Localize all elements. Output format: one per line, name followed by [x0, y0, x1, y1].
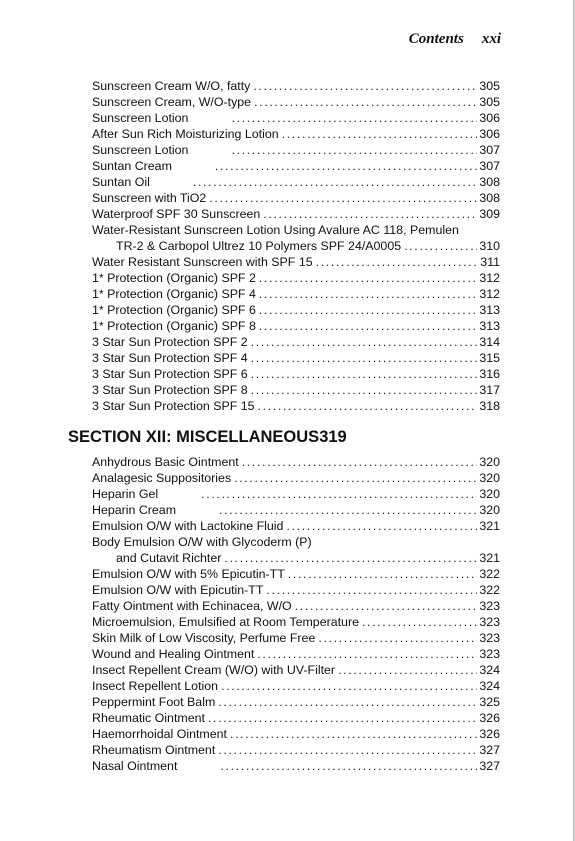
toc-entry-page: 318 [479, 399, 500, 413]
toc-entry-title: After Sun Rich Moisturizing Lotion [92, 127, 279, 141]
toc-entry-title: Sunscreen Lotion [92, 143, 189, 157]
dot-leader [286, 518, 477, 534]
dot-leader [234, 470, 477, 486]
toc-entry [92, 94, 500, 110]
toc-entry [92, 270, 500, 286]
toc-entry-title: 3 Star Sun Protection SPF 4 [92, 351, 248, 365]
toc-entry [92, 454, 500, 470]
dot-leader [231, 110, 477, 126]
toc-entry-page: 325 [479, 695, 500, 709]
dot-leader [251, 382, 478, 398]
dot-leader [288, 566, 478, 582]
toc-entry-page: 306 [479, 127, 500, 141]
toc-entry-title: Analagesic Suppositories [92, 471, 232, 485]
toc-entry-multiline [92, 238, 500, 254]
toc-entry-multiline-line1: Water-Resistant Sunscreen Lotion Using Avalure AC 118, Pemulen [92, 223, 459, 237]
toc-entry [92, 286, 500, 302]
toc-entry-title: Fatty Ointment with Echinacea, W/O [92, 599, 292, 613]
toc-entry-title: Water Resistant Sunscreen with SPF 15 [92, 255, 313, 269]
dot-leader [266, 582, 477, 598]
toc-entry [92, 366, 500, 382]
toc-entry-page: 321 [479, 551, 500, 565]
toc-group-misc-2 [92, 566, 500, 774]
toc-entry-page: 324 [479, 679, 500, 693]
toc-entry-title: Peppermint Foot Balm [92, 695, 216, 709]
toc-entry [92, 398, 500, 414]
dot-leader [282, 126, 478, 142]
toc-entry-multiline [92, 550, 500, 566]
dot-leader [201, 486, 477, 502]
toc-entry-title: Sunscreen Cream W/O, fatty [92, 79, 251, 93]
toc-entry-page: 306 [479, 111, 500, 125]
toc-entry [92, 142, 500, 158]
dot-leader [251, 350, 478, 366]
toc-entry-page: 312 [479, 287, 500, 301]
toc-entry-title: 3 Star Sun Protection SPF 6 [92, 367, 248, 381]
dot-leader [209, 190, 477, 206]
dot-leader [404, 238, 477, 254]
toc-entry [92, 206, 500, 222]
toc-entry-page: 316 [479, 367, 500, 381]
toc-entry-title: Skin Milk of Low Viscosity, Perfume Free [92, 631, 316, 645]
toc-entry-page: 317 [479, 383, 500, 397]
toc-entry [92, 614, 500, 630]
toc-entry-title: 3 Star Sun Protection SPF 8 [92, 383, 248, 397]
toc-entry [92, 646, 500, 662]
dot-leader [295, 598, 478, 614]
dot-leader [251, 366, 478, 382]
page-folio: xxi [481, 31, 501, 47]
section-heading [68, 426, 505, 448]
dot-leader [254, 94, 477, 110]
toc-entry-title: Heparin Cream [92, 503, 177, 517]
toc-entry-page: 324 [479, 663, 500, 677]
toc-entry-title: Waterproof SPF 30 Sunscreen [92, 207, 261, 221]
toc-entry-page: 326 [479, 711, 500, 725]
toc-entry-title: Anhydrous Basic Ointment [92, 455, 239, 469]
toc-entry-page: 313 [479, 303, 500, 317]
dot-leader [193, 174, 477, 190]
toc-entry-title: 1* Protection (Organic) SPF 4 [92, 287, 256, 301]
toc-entry [92, 254, 500, 270]
toc-entry-title: Sunscreen with TiO2 [92, 191, 207, 205]
toc-entry-title: 1* Protection (Organic) SPF 8 [92, 319, 256, 333]
toc-entry [92, 110, 500, 126]
toc-entry-title: 1* Protection (Organic) SPF 2 [92, 271, 256, 285]
toc-group-protection [92, 254, 500, 414]
dot-leader [263, 206, 477, 222]
toc-entry [92, 758, 500, 774]
toc-entry-title: 3 Star Sun Protection SPF 15 [92, 399, 255, 413]
toc-entry-page: 313 [479, 319, 500, 333]
dot-leader [253, 78, 477, 94]
toc-entry-page: 305 [479, 79, 500, 93]
toc-entry-title: Rheumatism Ointment [92, 743, 216, 757]
dot-leader [251, 334, 478, 350]
toc-entry-title: Suntan Cream [92, 159, 172, 173]
toc-entry [92, 518, 500, 534]
toc-entry-page: 323 [479, 631, 500, 645]
toc-entry [92, 334, 500, 350]
dot-leader [258, 398, 478, 414]
toc-entry-page: 314 [479, 335, 500, 349]
toc-entry-page: 305 [479, 95, 500, 109]
toc-entry-page: 326 [479, 727, 500, 741]
toc-entry-page: 320 [479, 455, 500, 469]
toc-entry [92, 470, 500, 486]
toc-entry [92, 158, 500, 174]
toc-entry-page: 315 [479, 351, 500, 365]
dot-leader [338, 662, 477, 678]
toc-entry-page: 311 [480, 255, 500, 269]
toc-entry-title: Microemulsion, Emulsified at Room Temperature [92, 615, 359, 629]
toc-group-misc-1 [92, 454, 500, 534]
dot-leader [242, 454, 478, 470]
toc-entry [92, 350, 500, 366]
dot-leader [218, 694, 477, 710]
toc-entry-title: 1* Protection (Organic) SPF 6 [92, 303, 256, 317]
toc-entry [92, 174, 500, 190]
toc-entry [92, 126, 500, 142]
toc-entry-title: Suntan Oil [92, 175, 150, 189]
toc-entry-title: and Cutavit Richter [116, 551, 222, 565]
toc-entry-page: 320 [479, 471, 500, 485]
dot-leader [215, 158, 477, 174]
dot-leader [362, 614, 477, 630]
toc-entry-title: Rheumatic Ointment [92, 711, 205, 725]
toc-entry-page: 320 [479, 487, 500, 501]
toc-entry [92, 662, 500, 678]
toc-entry [92, 382, 500, 398]
toc-entry [92, 566, 500, 582]
dot-leader [224, 550, 477, 566]
toc-entry-title: Emulsion O/W with 5% Epicutin-TT [92, 567, 285, 581]
toc-entry-page: 321 [479, 519, 500, 533]
toc-entry-page: 327 [479, 743, 500, 757]
running-head [409, 31, 501, 48]
toc-entry [92, 486, 500, 502]
toc-entry-title: Sunscreen Lotion [92, 111, 189, 125]
toc-entry-page: 323 [479, 615, 500, 629]
toc-entry [92, 502, 500, 518]
dot-leader [259, 318, 477, 334]
dot-leader [230, 726, 477, 742]
toc-entry [92, 582, 500, 598]
toc-entry [92, 678, 500, 694]
toc-entry-page: 308 [479, 175, 500, 189]
toc-entry-page: 309 [479, 207, 500, 221]
dot-leader [219, 502, 477, 518]
dot-leader [220, 758, 477, 774]
toc-entry-title: Insect Repellent Cream (W/O) with UV-Filter [92, 663, 336, 677]
toc-entry-title: 3 Star Sun Protection SPF 2 [92, 335, 248, 349]
toc-entry [92, 710, 500, 726]
toc-entry-page: 322 [479, 583, 500, 597]
toc-entry-title: Emulsion O/W with Epicutin-TT [92, 583, 264, 597]
toc-entry [92, 78, 500, 94]
toc-entry-multiline-line1: Body Emulsion O/W with Glycoderm (P) [92, 535, 312, 549]
toc-entry-page: 308 [479, 191, 500, 205]
toc-group-sunscreens [92, 78, 500, 222]
dot-leader [259, 302, 477, 318]
dot-leader [257, 646, 477, 662]
toc-entry-page: 323 [479, 647, 500, 661]
toc-entry-title: Haemorrhoidal Ointment [92, 727, 227, 741]
dot-leader [221, 678, 477, 694]
toc-entry [92, 630, 500, 646]
toc-entry [92, 726, 500, 742]
running-head-label: Contents [408, 31, 464, 47]
toc-entry-page: 307 [479, 159, 500, 173]
toc-entry-page: 327 [479, 759, 500, 773]
toc-entry-title: TR-2 & Carbopol Ultrez 10 Polymers SPF 24/A0005 [116, 239, 402, 253]
toc-entry-page: 307 [479, 143, 500, 157]
toc-entry [92, 302, 500, 318]
table-of-contents [68, 78, 500, 774]
dot-leader [208, 710, 477, 726]
toc-entry [92, 694, 500, 710]
toc-entry-page: 322 [479, 567, 500, 581]
toc-entry-title: Emulsion O/W with Lactokine Fluid [92, 519, 284, 533]
toc-entry-title: Heparin Gel [92, 487, 159, 501]
dot-leader [316, 254, 479, 270]
toc-entry [92, 318, 500, 334]
toc-entry-page: 310 [479, 239, 500, 253]
toc-entry-page: 323 [479, 599, 500, 613]
toc-entry-title: Nasal Ointment [92, 759, 178, 773]
toc-entry-title: Sunscreen Cream, W/O-type [92, 95, 252, 109]
toc-entry-page: 312 [479, 271, 500, 285]
toc-entry-page: 320 [479, 503, 500, 517]
dot-leader [231, 142, 477, 158]
toc-entry [92, 742, 500, 758]
toc-entry-title: Insect Repellent Lotion [92, 679, 219, 693]
section-title: SECTION XII: MISCELLANEOUS [68, 428, 320, 446]
dot-leader [259, 270, 477, 286]
toc-entry [92, 190, 500, 206]
dot-leader [259, 286, 477, 302]
toc-entry-title: Wound and Healing Ointment [92, 647, 255, 661]
toc-entry [92, 598, 500, 614]
dot-leader [218, 742, 477, 758]
dot-leader [318, 630, 477, 646]
section-page: 319 [319, 428, 347, 446]
